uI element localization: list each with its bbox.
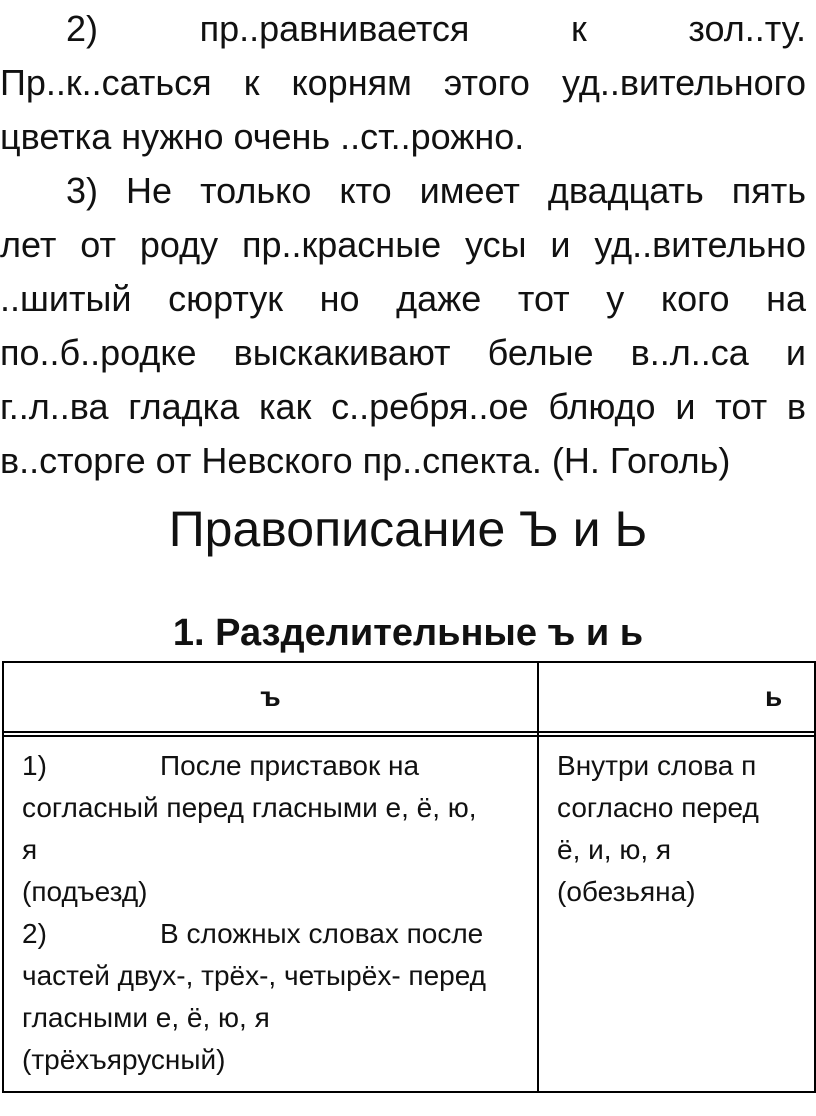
table-header-hard-sign: ъ	[3, 662, 538, 732]
rule-1-line-3: я	[22, 834, 38, 865]
table-cell-soft-sign-rules	[538, 736, 815, 1092]
rule-2	[22, 913, 537, 955]
paragraph-3-line-1: 3) Не только кто имеет двадцать пять	[66, 170, 806, 211]
table-header-soft-sign: ь	[538, 662, 815, 732]
paragraph-2-line-1: 2) пр..равнивается к зол..ту.	[66, 8, 806, 49]
rule-2-line-1: В сложных словах после	[160, 918, 484, 949]
soft-rule-line-2: согласно перед	[557, 792, 759, 823]
rules-table	[2, 661, 816, 1093]
paragraph-3-line-4: по..б..родке выскакивают белые в..л..са и	[0, 332, 806, 373]
section-title: Правописание Ъ и Ь	[168, 501, 648, 557]
rule-2-line-3: гласными е, ё, ю, я	[22, 1002, 270, 1033]
paragraph-2-line-3: цветка нужно очень ..ст..рожно.	[0, 116, 525, 157]
subsection-title: 1. Разделительные ъ и ь	[172, 612, 644, 654]
rule-1-number: 1)	[22, 750, 47, 781]
rule-2-line-2: частей двух-, трёх-, четырёх- перед	[22, 960, 487, 991]
rule-1-line-1: После приставок на	[160, 750, 420, 781]
paragraph-3-line-5: г..л..ва гладка как с..ребря..ое блюдо и тот в	[0, 386, 806, 427]
rule-1-line-2: согласный перед гласными е, ё, ю,	[22, 792, 477, 823]
paragraph-3-line-2: лет от роду пр..красные усы и уд..вительно	[0, 224, 806, 265]
paragraph-3-line-6: в..сторге от Невского пр..спекта. (Н. Гоголь)	[0, 440, 731, 481]
rule-1-example: (подъезд)	[22, 876, 148, 907]
rule-2-number: 2)	[22, 918, 47, 949]
soft-rule-example: (обезьяна)	[557, 876, 696, 907]
rule-1	[22, 745, 537, 787]
paragraph-3-line-3: ..шитый сюртук но даже тот у кого на	[0, 278, 806, 319]
rule-2-example: (трёхъярусный)	[22, 1044, 226, 1075]
soft-rule-line-3: ё, и, ю, я	[557, 834, 672, 865]
soft-rule-line-1: Внутри слова п	[557, 750, 757, 781]
table-cell-hard-sign-rules	[3, 736, 538, 1092]
paragraph-2-line-2: Пр..к..саться к корням этого уд..вительного	[0, 62, 806, 103]
